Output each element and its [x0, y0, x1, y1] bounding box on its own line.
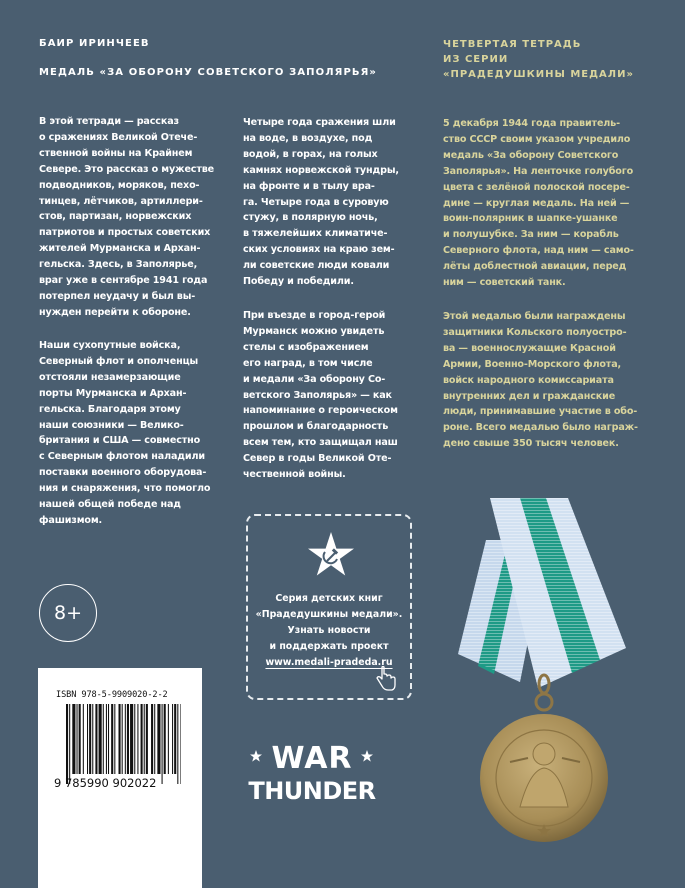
barcode-bar — [87, 704, 88, 774]
age-rating-badge: 8+ — [39, 584, 97, 642]
barcode-bar — [154, 704, 155, 774]
barcode-bar — [122, 704, 123, 774]
barcode-bar — [69, 704, 70, 784]
barcode-bar — [83, 704, 84, 774]
barcode-bar — [108, 704, 109, 774]
barcode-bar — [127, 704, 129, 774]
barcode-bar — [141, 704, 143, 774]
logo-star-icon — [361, 750, 373, 762]
barcode-bar — [151, 704, 153, 774]
barcode-bar — [72, 704, 75, 774]
barcode-bar — [106, 704, 107, 774]
logo-star-icon — [250, 750, 262, 762]
barcode-bar — [130, 704, 133, 774]
barcode-bar — [99, 704, 102, 774]
barcode-bar — [172, 704, 173, 774]
barcode-bar — [111, 704, 113, 774]
barcode-bar — [79, 704, 81, 774]
medal-photo — [440, 492, 680, 888]
barcode-bar — [134, 704, 135, 774]
pointing-hand-icon — [375, 666, 397, 692]
series-line: «ПРАДЕДУШКИНЫ МЕДАЛИ» — [443, 69, 634, 80]
barcode-bar — [144, 704, 145, 774]
promo-line: Узнать новости — [287, 625, 371, 636]
barcode-panel — [38, 668, 202, 888]
author-name: БАИР ИРИНЧЕЕВ — [39, 38, 150, 49]
barcode-bar — [180, 704, 181, 784]
barcode-bar — [146, 704, 148, 774]
series-line: ИЗ СЕРИИ — [443, 54, 509, 65]
barcode-bar — [89, 704, 91, 774]
recipients-paragraph: Этой медалью были награждены защитники Кольского полуостро- ва — военнослужащие Красной Армии, Военно-Морского флота, войск народного комиссариата внутренних дел и гражданские люди, принимавшие участие в обо- роне. Всего медалью было награж- дено свыше 350 тысяч человек. — [443, 311, 638, 450]
barcode-bar — [119, 704, 121, 774]
four-years-paragraph: Четыре года сражения шли на воде, в воздухе, под водой, в горах, на голых камнях норвежской тундры, на фронте и в тылу вра- га. Четыре года в суровую стужу, в полярную ночь, в тяжелейших климатиче- ских условиях на краю зем- ли советские люди ковали Победу и победили. — [243, 117, 399, 288]
star-hammer-sickle-icon — [308, 532, 354, 576]
series-line: ЧЕТВЕРТАЯ ТЕТРАДЬ — [443, 39, 582, 50]
barcode-bar — [77, 704, 78, 774]
barcode-bar — [114, 704, 115, 774]
barcode-bar — [174, 704, 176, 774]
barcode-bar — [137, 704, 138, 774]
barcode-image — [66, 704, 181, 784]
murmansk-paragraph: При въезде в город-герой Мурманск можно увидеть стелы с изображением его наград, в том числе и медали «За оборону Со- ветского Заполярья» — как напоминание о героическом прошлом и благодарность всем тем, кто защищал наш Север в годы Великой Оте- чественной войны. — [243, 310, 398, 481]
war-thunder-logo — [248, 738, 376, 804]
barcode-bar — [157, 704, 160, 774]
barcode-bar — [164, 704, 166, 774]
allies-paragraph: Наши сухопутные войска, Северный флот и ополченцы отстояли незамерзающие порты Мурманска и Архан- гельска. Благодаря этому наши союзники — Велико- британия и США — совместно с Северным флотом наладили поставки военного оборудова- ния и снаряжения, что помогло нашей общей победе над фашизмом. — [39, 340, 211, 526]
logo-thunder-text: THUNDER — [248, 777, 376, 804]
series-title — [443, 37, 634, 82]
promo-line: Серия детских книг — [275, 593, 383, 604]
logo-war-text: WAR — [271, 741, 353, 776]
series-promo-box — [246, 514, 412, 700]
promo-text — [248, 591, 410, 671]
barcode-bar — [162, 704, 163, 784]
book-title: МЕДАЛЬ «ЗА ОБОРОНУ СОВЕТСКОГО ЗАПОЛЯРЬЯ» — [39, 67, 377, 78]
promo-line: «Прадедушкины медали». — [255, 609, 403, 620]
barcode-bar — [168, 704, 169, 774]
ean-digits: 9 785990 902022 — [54, 776, 157, 790]
barcode-bar — [95, 704, 97, 774]
barcode-bar — [177, 704, 178, 784]
barcode-bar — [92, 704, 93, 774]
barcode-bar — [66, 704, 68, 784]
medal-description-paragraph: 5 декабря 1944 года правитель- ство СССР своим указом учредило медаль «За оборону Советского Заполярья». На ленточке голубого цвета с зелёной полоской посере- дине — круглая медаль. На ней — воин-полярник в шапке-ушанке и полушубке. За ним — корабль Северного флота, над ним — само- лёты доблестной авиации, перед ним — советский танк. — [443, 118, 634, 289]
intro-paragraph: В этой тетради — рассказ о сражениях Великой Отече- ственной войны на Крайнем Севере. Это рассказ о мужестве подводников, моряков, пехо- тинцев, лётчиков, артиллери- стов, партизан, норвежских патриотов и простых советских жителей Мурманска и Архан- гельска. Здесь, в Заполярье, враг уже в сентябре 1941 года потерпел неудачу и был вы- нужден перейти к обороне. — [39, 116, 215, 318]
barcode-bar — [103, 704, 104, 774]
barcode-bar — [125, 704, 126, 774]
website-link[interactable]: www.medali-pradeda.ru — [265, 657, 393, 668]
promo-line: и поддержать проект — [269, 641, 389, 652]
isbn-label: ISBN 978-5-9909020-2-2 — [56, 690, 168, 700]
